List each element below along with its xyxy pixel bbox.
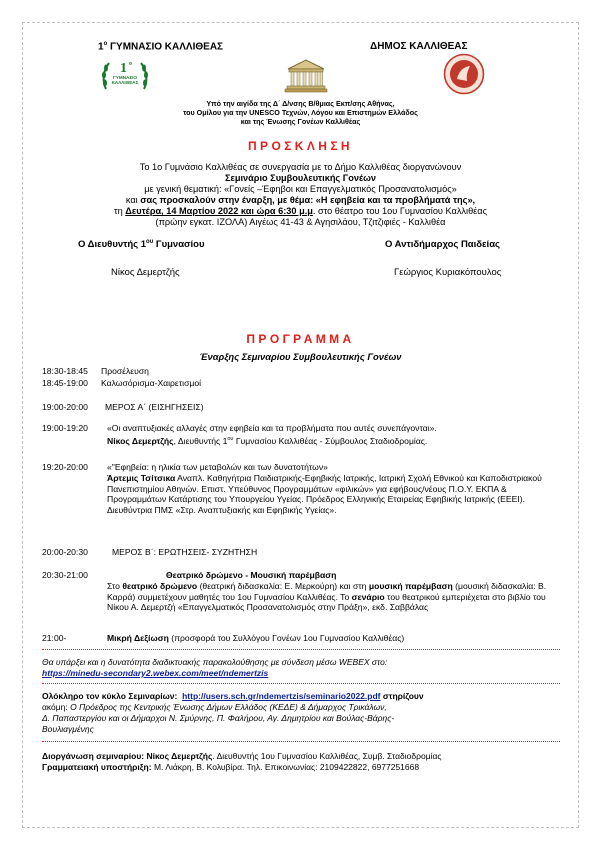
- principal-role: Ο Διευθυντής $1^{o\upsilon}$ Γυμνασίου: [78, 239, 205, 251]
- auspices-line-3: και της Ένωσης Γονέων Καλλιθέας: [240, 117, 361, 126]
- schedule-row: 21:00- Μικρή Δεξίωση (προσφορά του Συλλόγου Γονέων 1ου Γυμνασίου Καλλιθέας): [42, 633, 405, 643]
- programme-subtitle: Έναρξης Σεμιναρίου Συμβουλευτικής Γονέων: [199, 351, 402, 362]
- auspices-line-1: Υπό την αιγίδα της Δ΄ Δ/νσης Β/θμιας Εκπ/σης Αθήνας,: [206, 99, 395, 108]
- programme-title: ΠΡΟΓΡΑΜΜΑ: [246, 332, 355, 346]
- temple-logo: [284, 58, 328, 94]
- intro-line-6: (πρώην εγκατ. ΙΖΟΛΑ) Αιγέως 41-43 & Αγησιλάου, Τζιτζιφιές - Καλλιθέα: [155, 217, 446, 227]
- schedule-row: 19:20-20:00 «"Εφηβεία: η ηλικία των μεταβολών και των δυνατοτήτων» Άρτεμις Τσίτσικα Αναπλ. Καθηγήτρια Παιδιατρικής-Εφηβικής Ιατρικής, Ιατρική Σχολή Εθνικού και Καποδιστριακού Πανεπιστημίου Αθηνών. Επιστ. Υπεύθυνος Προγραμμάτων «φιλικών» για εφήβους/νέους Π.Ο.Υ. ΕΚΠΑ & Προγραμμάτων Κατάρτισης του Υπουργείου Υγείας. Πρόεδρος Ελληνικής Εταιρείας Εφηβικής Ιατρικής (ΕΕΕΙ). Διευθύντρια ΠΜΣ «Στρ. Αναπτυξιακής και Εφηβικής Υγείας».: [42, 462, 542, 516]
- auspices-line-2: του Ομίλου για την UNESCO Τεχνών, Λόγου και Επιστημών Ελλάδος: [183, 108, 418, 117]
- svg-text:ο: ο: [129, 61, 132, 67]
- deputy-mayor-name: Γεώργιος Κυριακόπουλος: [394, 267, 502, 278]
- municipality-name: ΔΗΜΟΣ ΚΑΛΛΙΘΕΑΣ: [370, 41, 468, 52]
- organisation-line-1: Διοργάνωση σεμιναρίου: Νίκος Δεμερτζής. Διευθυντής 1ου Γυμνασίου Καλλιθέας, Συμβ. Σταδιοδρομίας: [42, 751, 442, 761]
- schedule-row: 19:00-20:00 ΜΕΡΟΣ Α΄ (ΕΙΣΗΓΗΣΕΙΣ): [42, 402, 204, 412]
- webex-link[interactable]: https://minedu-secondary2.webex.com/meet/ndemertzis: [42, 668, 269, 678]
- schedule-row: 18:30-18:45 Προσέλευση: [42, 366, 149, 376]
- deputy-mayor-role: Ο Αντιδήμαρχος Παιδείας: [385, 239, 500, 250]
- principal-name: Νίκος Δεμερτζής: [111, 267, 180, 278]
- intro-line-2: Σεμινάριο Συμβουλευτικής Γονέων: [224, 173, 377, 183]
- intro-line-5: τη Δευτέρα, 14 Μαρτίου 2022 και ώρα 6:30 μ.μ. στο θέατρο του 1ου Γυμνασίου Καλλιθέας: [113, 206, 488, 216]
- svg-text:1: 1: [120, 61, 127, 76]
- svg-text:ΚΑΛΛΙΘΕΑΣ: ΚΑΛΛΙΘΕΑΣ: [111, 80, 139, 85]
- webex-text: Θα υπάρξει και η δυνατότητα διαδικτυακής παρακολούθησης με σύνδεση μέσω WEBEX στο:: [42, 657, 388, 667]
- schedule-row: 20:00-20:30 ΜΕΡΟΣ Β΄: ΕΡΩΤΗΣΕΙΣ- ΣΥΖΗΤΗΣΗ: [42, 547, 258, 557]
- intro-line-3: με γενική θεματική: «Γονείς –Έφηβοι και Επαγγελματικός Προσανατολισμός»: [144, 184, 457, 194]
- invitation-title: ΠΡΟΣΚΛΗΣΗ: [247, 139, 353, 153]
- school-logo: [100, 55, 150, 95]
- municipality-logo: [443, 53, 485, 95]
- divider: [42, 683, 560, 684]
- seminars-link[interactable]: http://users.sch.gr/ndemertzis/seminario2022.pdf: [182, 691, 381, 701]
- organisation-line-2: Γραμματειακή υποστήριξη: Μ. Λιάκρη, Β. Κολυβίρα. Τηλ. Επικοινωνίας: 2109422822, 6977251668: [42, 762, 420, 772]
- svg-text:ΓΥΜΝΑΣΙΟ: ΓΥΜΝΑΣΙΟ: [113, 75, 137, 80]
- schedule-row: 19:00-19:20 «Οι αναπτυξιακές αλλαγές στην εφηβεία και τα προβλήματα που αυτές συνεπάγονται». Νίκος Δεμερτζής, Διευθυντής $1^{o\upsilon}$ Γυμνασίου Καλλιθέας - Σύμβουλος Σταδιοδρομίας.: [42, 423, 437, 446]
- divider: [42, 741, 560, 742]
- schedule-row: 20:30-21:00 Θεατρικό δρώμενο - Μουσική παρέμβαση Στο θεατρικό δρώμενο (θεατρική διδασκαλία: Ε. Μερκούρη) και στη μουσική παρέμβαση (μουσική διδασκαλία: Β. Καρρά) συμμετέχουν μαθητές του 1ου Γυμνασίου Καλλιθέας. Το σενάριο του θεατρικού εμπεριέχεται στο βιβλίο του Νίκου Α. Δεμερτζή «Επαγγελματικός Προσανατολισμός στην Πράξη», εκδ. Σαββάλας: [42, 570, 547, 613]
- seminars-line-4: Βουλιαγμένης: [42, 724, 94, 734]
- schedule-row: 18:45-19:00 Καλωσόρισμα-Χαιρετισμοί: [42, 378, 202, 388]
- divider: [42, 649, 560, 650]
- seminars-line-1: Ολόκληρο τον κύκλο Σεμιναρίων: http://users.sch.gr/ndemertzis/seminario2022.pdf στηρίζουν: [42, 691, 424, 701]
- seminars-line-3: Δ. Παπαστεργίου και οι Δήμαρχοι Ν. Σμύρνης, Π. Φαλήρου, Αγ. Δημητρίου και Βούλας-Βάρης-: [42, 713, 395, 723]
- seminars-line-2: ακόμη: Ο Πρόεδρος της Κεντρικής Ένωσης Δήμων Ελλάδος (ΚΕΔΕ) & Δήμαρχος Τρικάλων,: [42, 702, 387, 712]
- school-name: $1^o$ ΓΥΜΝΑΣΙΟ ΚΑΛΛΙΘΕΑΣ: [98, 41, 224, 53]
- intro-line-4: και σας προσκαλούν στην έναρξη, με θέμα: «Η εφηβεία και τα προβλήματά της»,: [125, 195, 476, 205]
- intro-line-1: Το 1ο Γυμνάσιο Καλλιθέας σε συνεργασία με το Δήμο Καλλιθέας διοργανώνουν: [139, 162, 462, 172]
